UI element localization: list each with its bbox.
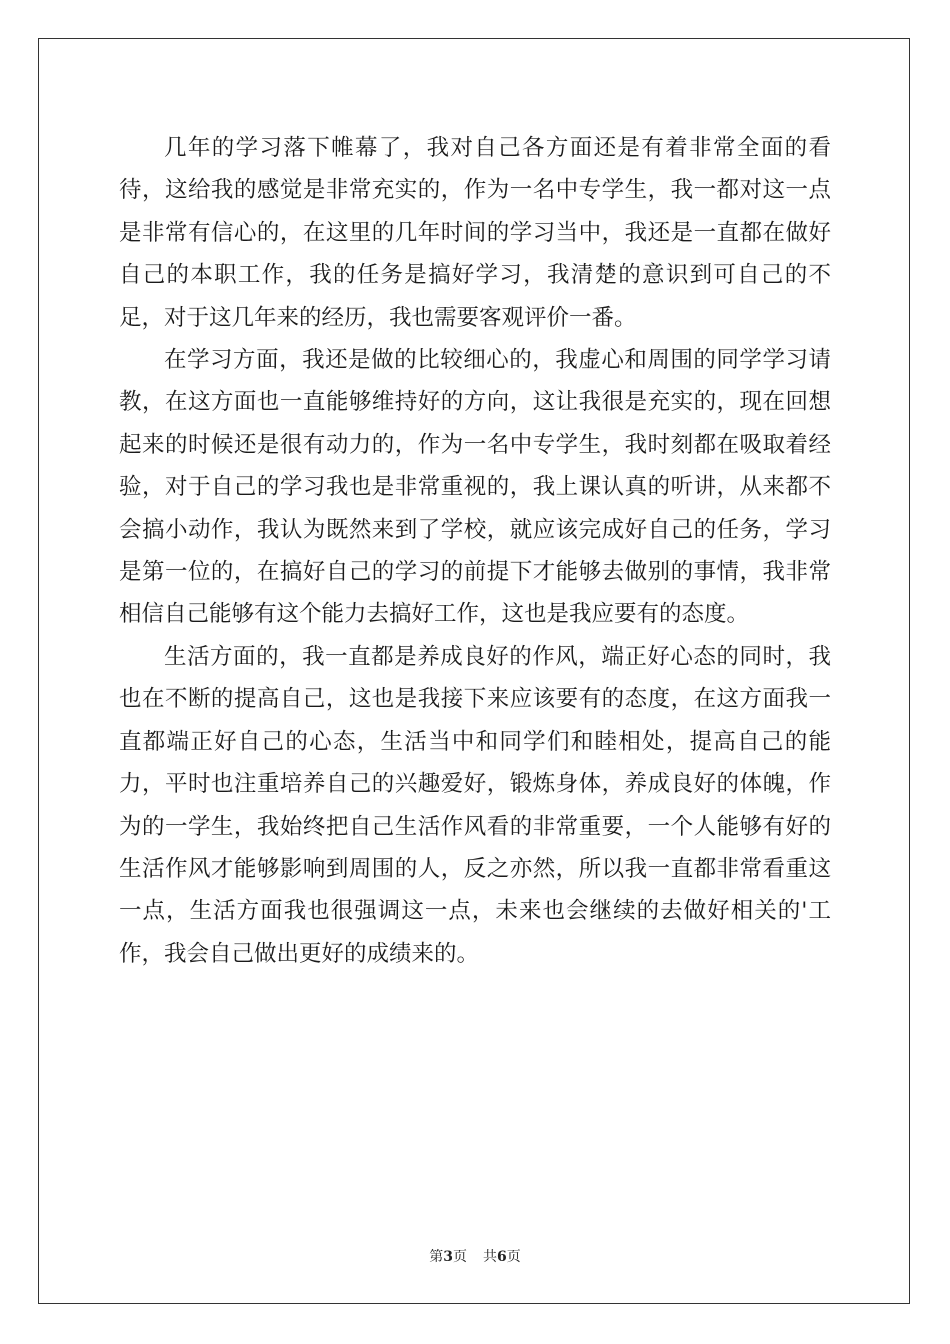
document-body <box>119 127 831 975</box>
paragraph-3: 生活方面的，我一直都是养成良好的作风，端正好心态的同时，我也在不断的提高自己，这也是我接下来应该要有的态度，在这方面我一直都端正好自己的心态，生活当中和同学们和睦相处，提高自己的能力，平时也注重培养自己的兴趣爱好，锻炼身体，养成良好的体魄，作为的一学生，我始终把自己生活作风看的非常重要，一个人能够有好的生活作风才能够影响到周围的人，反之亦然，所以我一直都非常看重这一点，生活方面我也很强调这一点，未来也会继续的去做好相关的'工作，我会自己做出更好的成绩来的。 <box>119 643 831 967</box>
page-total-count: 6 <box>497 1249 507 1265</box>
paragraph-1: 几年的学习落下帷幕了，我对自己各方面还是有着非常全面的看待，这给我的感觉是非常充实的，作为一名中专学生，我一都对这一点是非常有信心的，在这里的几年时间的学习当中，我还是一直都在做好自己的本职工作，我的任务是搞好学习，我清楚的意识到可自己的不足，对于这几年来的经历，我也需要客观评价一番。 <box>119 135 831 331</box>
page-prefix: 第 <box>429 1249 444 1265</box>
page-suffix: 页 <box>453 1249 467 1265</box>
total-prefix: 共 <box>483 1249 497 1265</box>
page-footer <box>0 1247 950 1267</box>
total-suffix: 页 <box>506 1249 521 1265</box>
page-number <box>429 1249 467 1265</box>
page-current: 3 <box>443 1249 453 1265</box>
paragraph-2: 在学习方面，我还是做的比较细心的，我虚心和周围的同学学习请教，在这方面也一直能够维持好的方向，这让我很是充实的，现在回想起来的时候还是很有动力的，作为一名中专学生，我时刻都在吸取着经验，对于自己的学习我也是非常重视的，我上课认真的听讲，从来都不会搞小动作，我认为既然来到了学校，就应该完成好自己的任务，学习是第一位的，在搞好自己的学习的前提下才能够去做别的事情，我非常相信自己能够有这个能力去搞好工作，这也是我应要有的态度。 <box>119 347 831 628</box>
page-total <box>483 1249 521 1265</box>
